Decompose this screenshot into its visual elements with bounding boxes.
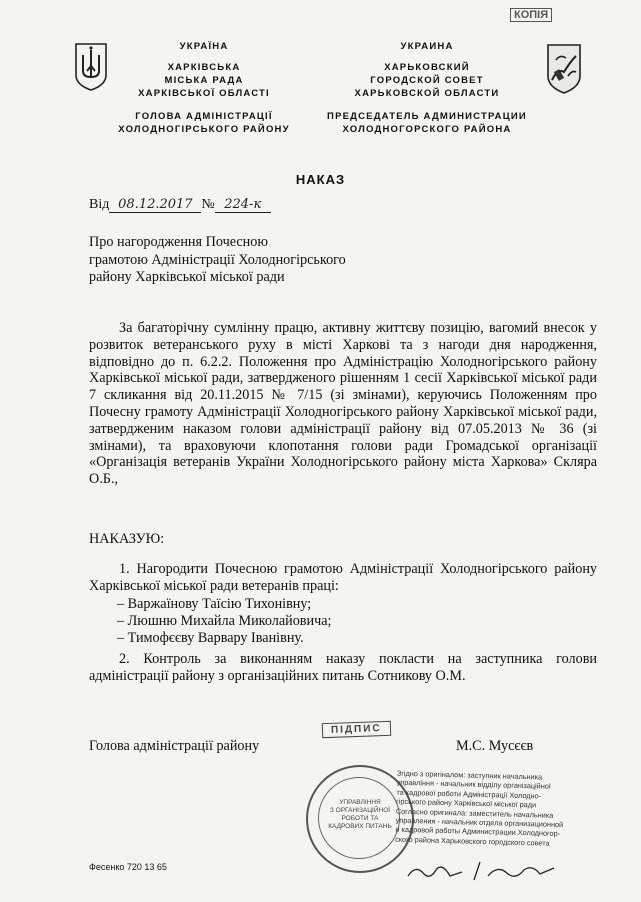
subject-line: грамотою Адміністрації Холодногірського xyxy=(89,251,346,268)
date-value: 08.12.2017 xyxy=(109,197,201,213)
trident-emblem-icon xyxy=(74,41,108,91)
seal-line: З ОРГАНІЗАЦІЙНОЇ xyxy=(329,807,391,814)
header-right-council-line: ГОРОДСКОЙ СОВЕТ xyxy=(370,75,484,86)
certification-line: управління - начальник відділу організаційної xyxy=(396,778,551,792)
preamble-paragraph: За багаторічну сумлінну працю, активну життєву позицію, вагомий внесок у розвиток ветеранського руху в місті Харкові та з нагоди дня народження, відповідно до п. 6.2.2. Положення про Адміністрацію Холодногірського району Харківської міської ради, затвердженого рішенням 1 сесії Харківської міської ради 7 скликання від 20.11.2015 № 7/15 (зі змінами), керуючись Положенням про Почесну грамоту Адміністрації Холодногірського району Харківської міської ради, затвердженим наказом голови адміністрації району від 07.05.2013 № 36 (зі змінами), та враховуючи клопотання голови ради Громадської організації «Організація ветеранів України Холодногірського району міста Харкова» Скляра О.Б., xyxy=(89,320,597,488)
date-label: Від xyxy=(89,197,110,212)
seal-line: УПРАВЛІННЯ xyxy=(339,799,381,806)
number-label: № xyxy=(201,197,215,212)
seal-line: КАДРОВИХ ПИТАНЬ xyxy=(328,823,392,830)
handwritten-signatures xyxy=(404,858,564,884)
header-left-country: УКРАЇНА xyxy=(179,41,229,52)
document-title: НАКАЗ xyxy=(295,172,346,187)
number-value: 224-к xyxy=(215,197,271,213)
certification-line: и кадровой работы Администрации Холодногор- xyxy=(395,825,561,839)
certification-line: ского района Харьковского городского совета xyxy=(395,834,550,848)
order-item-1: 1. Нагородити Почесною грамотою Адміністрації Холодногірського району Харківської міської ради ветеранів праці: xyxy=(89,561,597,594)
header-right-council-line: ХАРЬКОВСКОЙ ОБЛАСТИ xyxy=(354,88,500,99)
certification-line: Согласно оригинала: заместитель начальника xyxy=(395,806,554,820)
signer-name: М.С. Мусєєв xyxy=(456,738,534,754)
certification-line: гірського району Харківської міської ради xyxy=(396,796,537,810)
order-word: НАКАЗУЮ: xyxy=(89,531,165,547)
certification-line: Згідно з оригіналом: заступник начальника xyxy=(396,768,543,782)
seal-line: РОБОТИ ТА xyxy=(341,815,379,822)
awardee-item: – Тимофєєву Варвару Іванівну. xyxy=(117,630,304,646)
header-right-country: УКРАИНА xyxy=(400,41,454,52)
signed-stamp: ПІДПИС xyxy=(322,721,391,738)
certification-line: та кадрової роботи Адміністрації Холодно- xyxy=(396,787,542,801)
awardee-item: – Люшню Михайла Миколайовича; xyxy=(117,613,332,629)
certification-stamp xyxy=(395,769,575,849)
header-left-council-line: ХАРКІВСЬКА xyxy=(167,62,241,73)
header-left-head-line: ХОЛОДНОГІРСЬКОГО РАЙОНУ xyxy=(118,124,290,135)
subject-line: Про нагородження Почесною xyxy=(89,234,268,250)
header-right-head-line: ХОЛОДНОГОРСКОГО РАЙОНА xyxy=(342,124,512,135)
kharkiv-emblem-icon xyxy=(546,42,582,94)
order-item-2: 2. Контроль за виконанням наказу покласти на заступника голови адміністрації району з організаційних питань Сотникову О.М. xyxy=(89,651,597,684)
subject xyxy=(89,234,346,287)
header-right xyxy=(318,40,536,136)
header-left xyxy=(110,40,298,136)
header-left-head-line: ГОЛОВА АДМІНІСТРАЦІЇ xyxy=(135,111,273,122)
signer-title: Голова адміністрації району xyxy=(89,738,260,754)
header-right-council-line: ХАРЬКОВСКИЙ xyxy=(384,62,470,73)
awardee-list xyxy=(117,596,331,647)
copy-stamp: КОПІЯ xyxy=(510,8,552,22)
header-left-council-line: ХАРКІВСЬКОЇ ОБЛАСТІ xyxy=(138,88,270,99)
footer-note: Фесенко 720 13 65 xyxy=(89,862,167,872)
awardee-item: – Варжаїнову Таїсію Тихонівну; xyxy=(117,596,312,612)
certification-line: управления - начальник отдела организационной xyxy=(395,815,564,830)
header-left-council-line: МІСЬКА РАДА xyxy=(164,75,244,86)
subject-line: району Харківської міської ради xyxy=(89,269,285,285)
date-number-line xyxy=(89,197,271,213)
header-right-head-line: ПРЕДСЕДАТЕЛЬ АДМИНИСТРАЦИИ xyxy=(327,111,527,122)
